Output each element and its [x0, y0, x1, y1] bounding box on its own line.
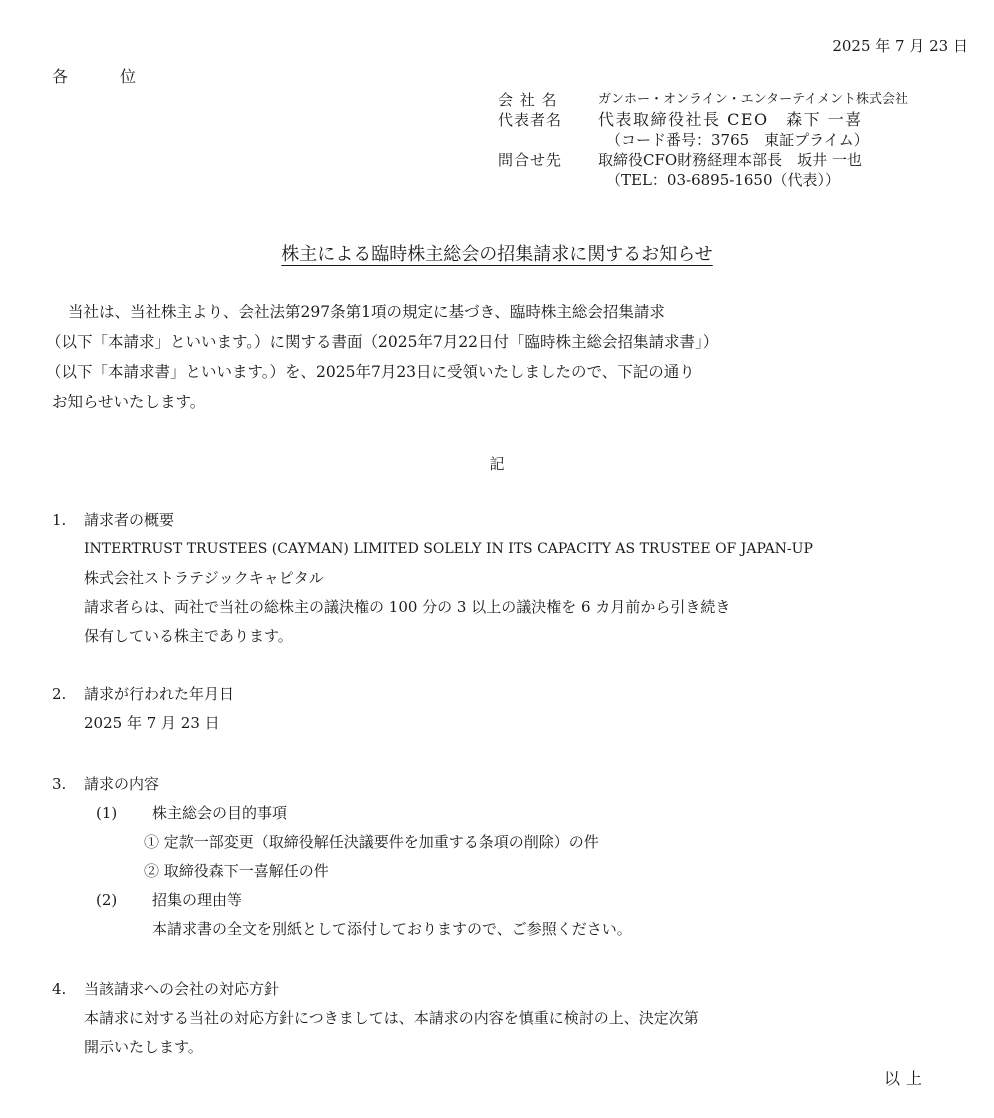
addressee-part-2: 位	[120, 67, 137, 86]
section-4-line-2: 開示いたします。	[84, 1038, 203, 1056]
section-4-line-1: 本請求に対する当社の対応方針につきましては、本請求の内容を慎重に検討の上、決定次第	[84, 1009, 699, 1027]
contact-tel-row	[498, 170, 908, 190]
section-4-heading: 当該請求への会社の対応方針	[84, 980, 280, 998]
intro-line-4: お知らせいたします。	[52, 393, 206, 411]
section-2	[52, 680, 234, 738]
company-name-row	[498, 90, 908, 110]
section-3-part-2-number: (2)	[96, 891, 118, 909]
section-1-heading: 請求者の概要	[84, 511, 175, 529]
section-1-line-3: 請求者らは、両社で当社の総株主の議決権の 100 分の 3 以上の議決権を 6 カ月前から引き続き	[84, 598, 731, 616]
section-3-item-2: ② 取締役森下一喜解任の件	[144, 862, 329, 880]
representative-label: 代表者名	[498, 111, 563, 129]
document-title: 株主による臨時株主総会の招集請求に関するお知らせ	[281, 244, 713, 265]
section-3-heading: 請求の内容	[84, 775, 160, 793]
section-1-line-1: INTERTRUST TRUSTEES (CAYMAN) LIMITED SOLELY IN ITS CAPACITY AS TRUSTEE OF JAPAN-UP	[84, 541, 813, 557]
contact-label: 問合せ先	[498, 151, 563, 169]
ki-marker: 記	[489, 455, 505, 473]
stock-code-value: （コード番号：3765 東証プライム）	[606, 131, 869, 149]
section-3-heading-row	[52, 770, 632, 799]
section-2-heading-row	[52, 680, 234, 709]
section-1-number: 1.	[52, 511, 67, 529]
section-4-heading-row	[52, 975, 699, 1004]
section-4	[52, 975, 699, 1062]
section-3-part-2-text: 本請求書の全文を別紙として添付しておりますので、ご参照ください。	[152, 920, 632, 938]
addressee-part-1: 各	[52, 67, 69, 86]
addressee	[52, 64, 136, 87]
section-1-line-4: 保有している株主であります。	[84, 627, 293, 645]
contact-row	[498, 150, 908, 170]
section-3-number: 3.	[52, 775, 67, 793]
section-3	[52, 770, 632, 944]
company-name-label: 会 社 名	[498, 91, 558, 109]
section-4-number: 4.	[52, 980, 67, 998]
contact-tel-value: （TEL：03-6895-1650（代表））	[606, 171, 840, 189]
intro-paragraph	[46, 297, 719, 417]
contact-value: 取締役CFO財務経理本部長 坂井 一也	[598, 151, 862, 169]
section-2-heading: 請求が行われた年月日	[84, 685, 235, 703]
stock-code-row	[498, 130, 908, 150]
intro-line-3: （以下「本請求書」といいます。）を、2025年7月23日に受領いたしましたので、下記の通り	[46, 363, 695, 381]
section-3-part-2-row	[52, 886, 632, 915]
section-3-item-1: ① 定款一部変更（取締役解任決議要件を加重する条項の削除）の件	[144, 833, 599, 851]
section-3-part-1-heading: 株主総会の目的事項	[152, 804, 288, 822]
section-2-number: 2.	[52, 685, 67, 703]
section-1-line-2: 株式会社ストラテジックキャピタル	[84, 569, 324, 587]
closing-mark: 以上	[883, 1069, 928, 1088]
representative-row	[498, 110, 908, 130]
section-3-part-1-number: (1)	[96, 804, 118, 822]
intro-line-2: （以下「本請求」といいます。）に関する書面（2025年7月22日付「臨時株主総会招集請求書」）	[46, 333, 719, 351]
document-date: 2025 年 7 月 23 日	[832, 37, 968, 55]
representative-value: 代表取締役社長 CEO 森下 一喜	[598, 110, 863, 129]
section-2-line-1: 2025 年 7 月 23 日	[84, 714, 220, 732]
section-3-part-2-heading: 招集の理由等	[152, 891, 243, 909]
company-info-block	[498, 90, 908, 190]
section-1	[52, 506, 813, 651]
section-1-heading-row	[52, 506, 813, 535]
section-3-part-1-row	[52, 799, 632, 828]
intro-line-1: 当社は、当社株主より、会社法第297条第1項の規定に基づき、臨時株主総会招集請求	[68, 303, 665, 321]
company-name-value: ガンホー・オンライン・エンターテイメント株式会社	[598, 92, 909, 107]
